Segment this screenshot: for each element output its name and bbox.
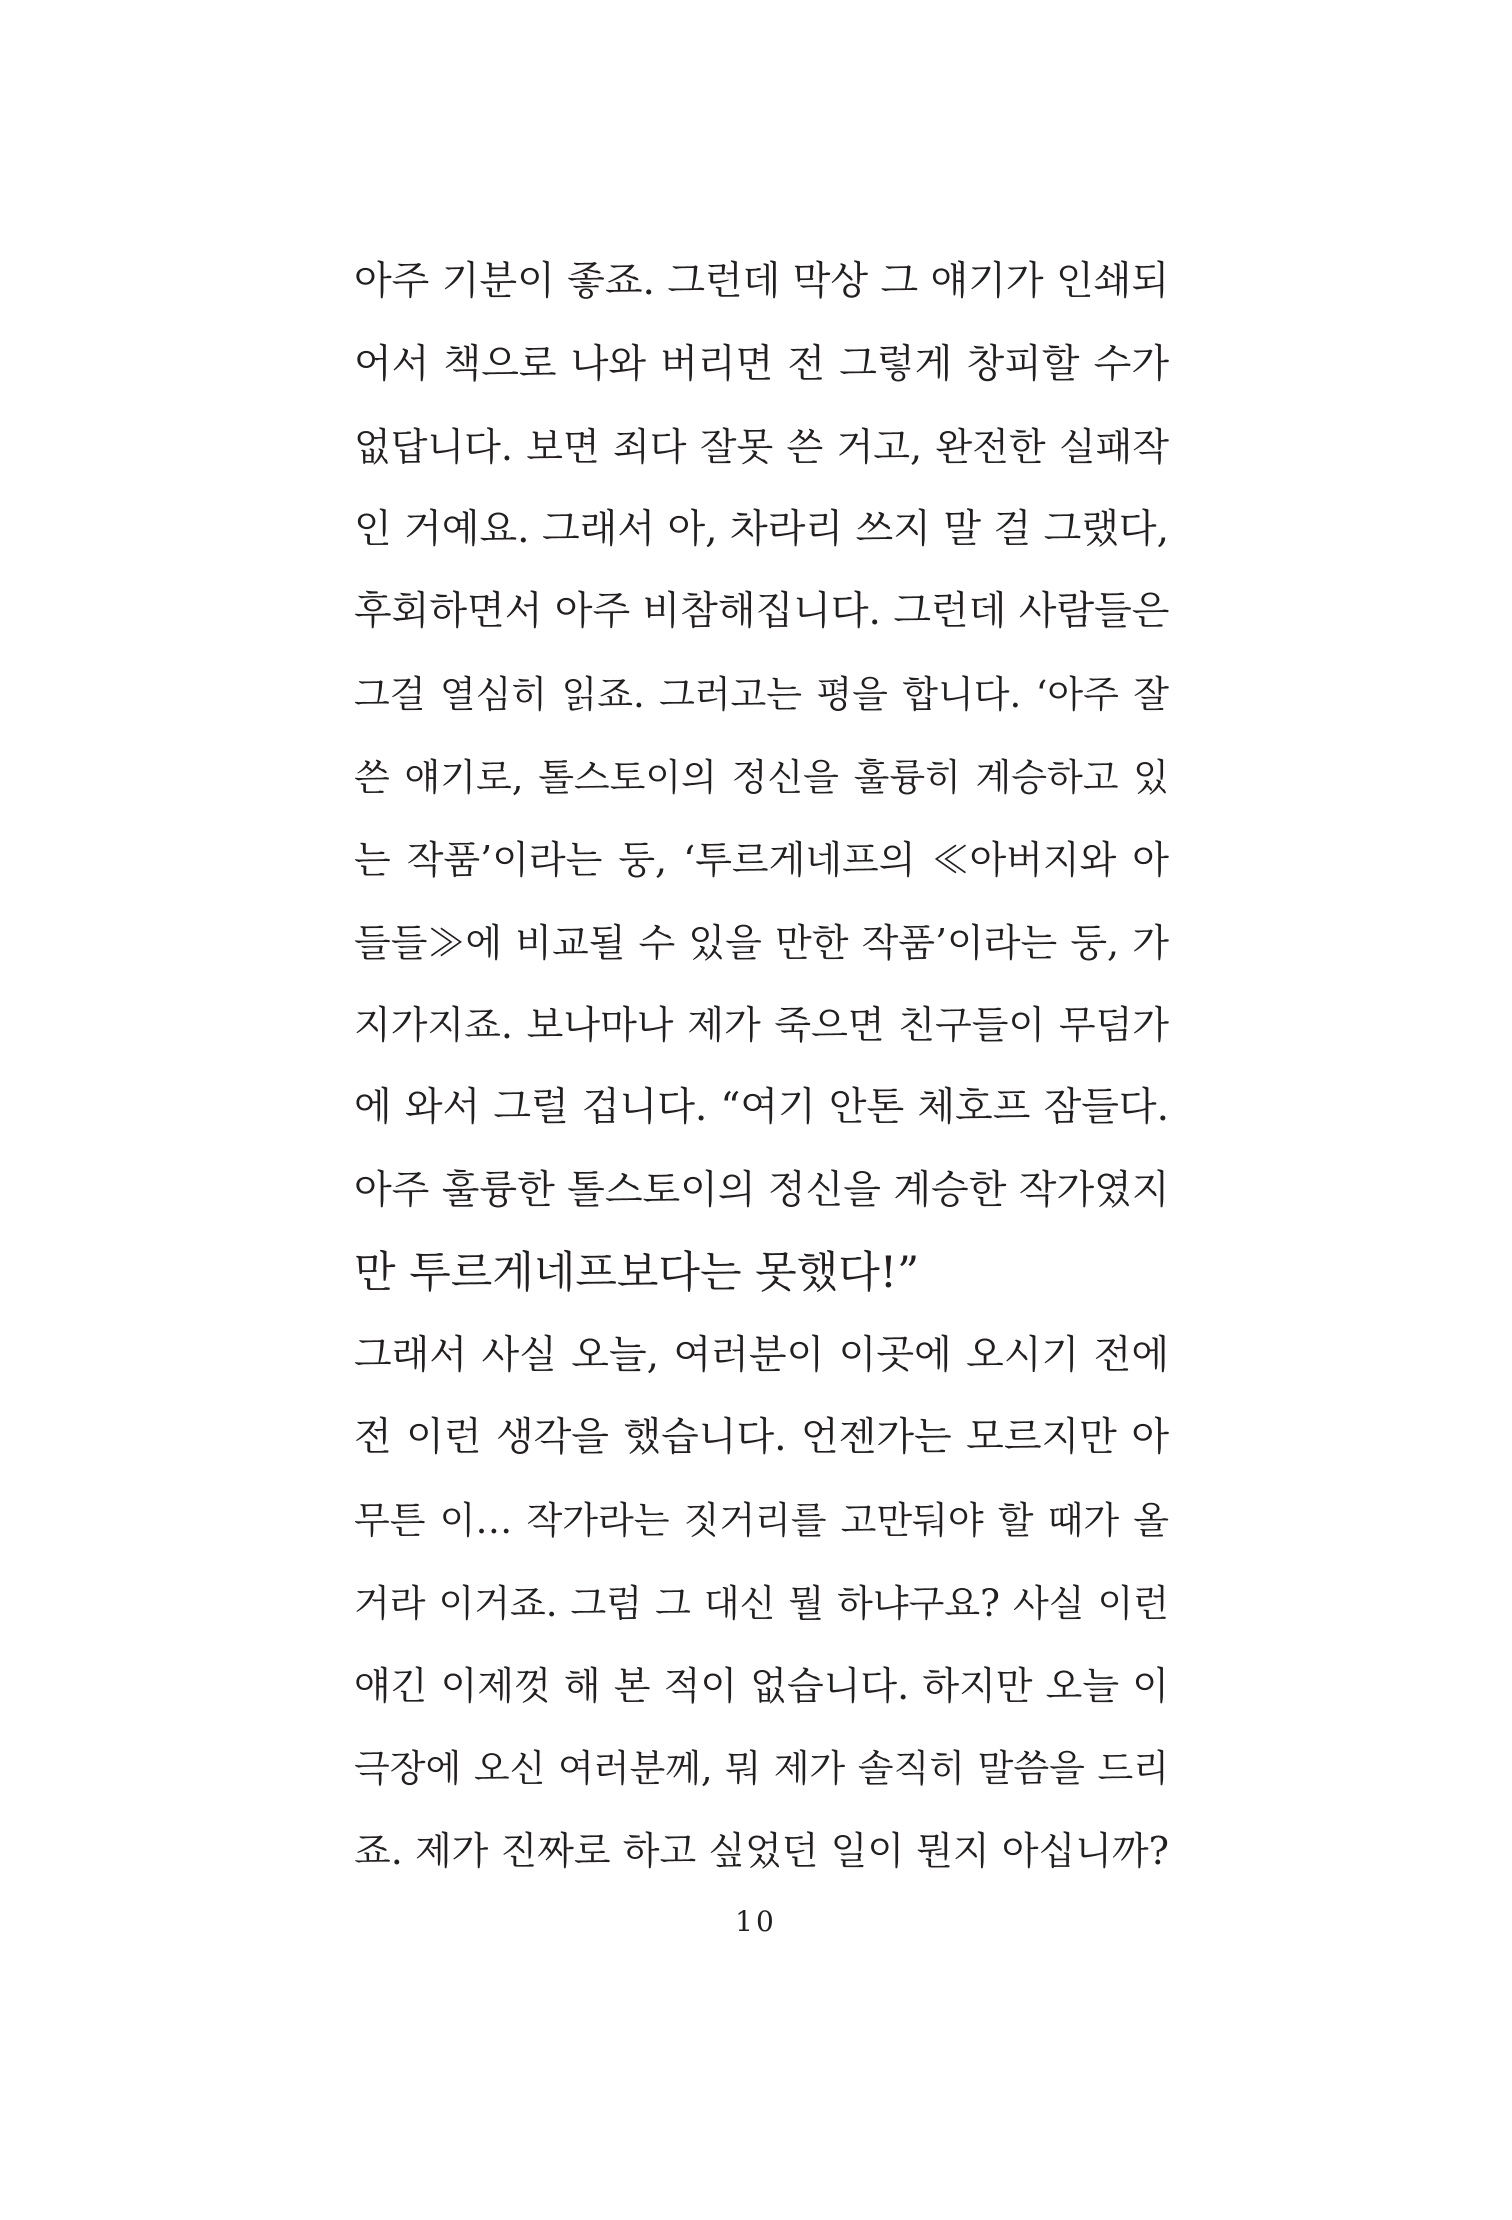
text-line: 지가지죠. 보나마나 제가 죽으면 친구들이 무덤가 (354, 1003, 1169, 1048)
text-line: 들들≫에 비교될 수 있을 만한 작품’이라는 둥, 가 (354, 920, 1169, 965)
text-line: 인 거예요. 그래서 아, 차라리 쓰지 말 걸 그랬다, (354, 506, 1169, 552)
page-number: 10 (735, 1905, 777, 1938)
text-line: 쓴 얘기로, 톨스토이의 정신을 훌륭히 계승하고 있 (354, 755, 1169, 799)
text-line: 에 와서 그럴 겁니다. “여기 안톤 체호프 잠들다. (354, 1084, 1169, 1130)
text-line: 아주 훌륭한 톨스토이의 정신을 계승한 작가였지 (354, 1167, 1170, 1213)
text-line: 무튼 이… 작가라는 짓거리를 고만둬야 할 때가 올 (354, 1498, 1169, 1542)
text-line: 그걸 열심히 읽죠. 그러고는 평을 합니다. ‘아주 잘 (354, 672, 1169, 716)
text-line: 는 작품’이라는 둥, ‘투르게네프의 ≪아버지와 아 (354, 838, 1169, 883)
text-line: 없답니다. 보면 죄다 잘못 쓴 거고, 완전한 실패작 (354, 425, 1169, 470)
text-line: 극장에 오신 여러분께, 뭐 제가 솔직히 말씀을 드리 (354, 1746, 1169, 1790)
text-line: 거라 이거죠. 그럼 그 대신 뭘 하냐구요? 사실 이런 (354, 1581, 1169, 1625)
text-line: 죠. 제가 진짜로 하고 싶었던 일이 뭔지 아십니까? (354, 1829, 1169, 1874)
text-line: 어서 책으로 나와 버리면 전 그렇게 창피할 수가 (354, 341, 1169, 387)
text-line: 후회하면서 아주 비참해집니다. 그런데 사람들은 (354, 589, 1170, 635)
text-line: 그래서 사실 오늘, 여러분이 이곳에 오시기 전에 (354, 1332, 1169, 1378)
text-line: 전 이런 생각을 했습니다. 언젠가는 모르지만 아 (354, 1415, 1169, 1461)
text-line: 얘긴 이제껏 해 본 적이 없습니다. 하지만 오늘 이 (354, 1664, 1169, 1709)
text-line: 아주 기분이 좋죠. 그런데 막상 그 얘기가 인쇄되 (354, 259, 1169, 304)
text-line: 만 투르게네프보다는 못했다!” (354, 1248, 920, 1299)
body-text (354, 241, 1169, 1893)
